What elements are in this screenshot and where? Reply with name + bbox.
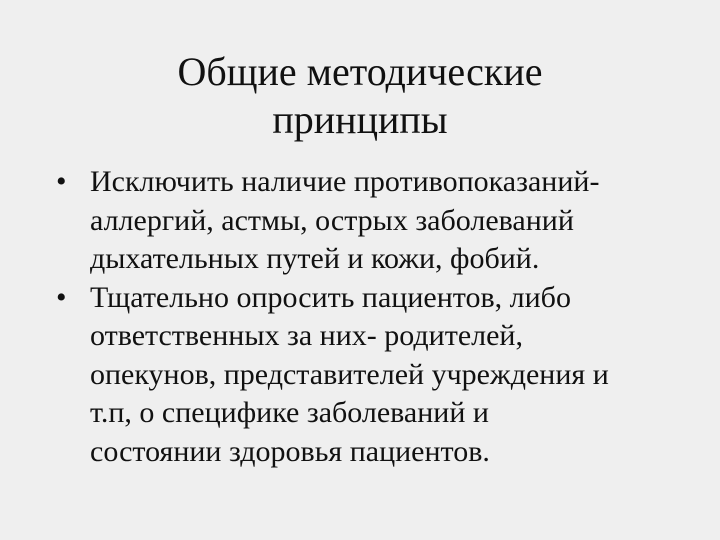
bullet-item (54, 163, 694, 279)
slide-title (130, 48, 590, 144)
bullet-text-line: аллергий, астмы, острых заболеваний (90, 203, 574, 237)
bullet-text-line: дыхательных путей и кожи, фобий. (90, 242, 540, 275)
bullet-item (54, 279, 694, 472)
bullet-text-line: ответственных за них- родителей, (90, 319, 523, 352)
slide-title-line: Общие методические (177, 49, 543, 94)
bullet-list (54, 163, 694, 471)
bullet-text-line: состоянии здоровья пациентов. (90, 434, 490, 468)
bullet-text-line: т.п, о специфике заболеваний и (90, 396, 489, 429)
bullet-marker: • (56, 165, 67, 198)
slide-title-line: принципы (272, 97, 448, 142)
bullet-marker: • (56, 280, 67, 314)
bullet-text-line: опекунов, представителей учреждения и (90, 357, 609, 391)
bullet-text-line: Исключить наличие противопоказаний- (90, 165, 600, 198)
bullet-text-line: Тщательно опросить пациентов, либо (90, 280, 571, 314)
